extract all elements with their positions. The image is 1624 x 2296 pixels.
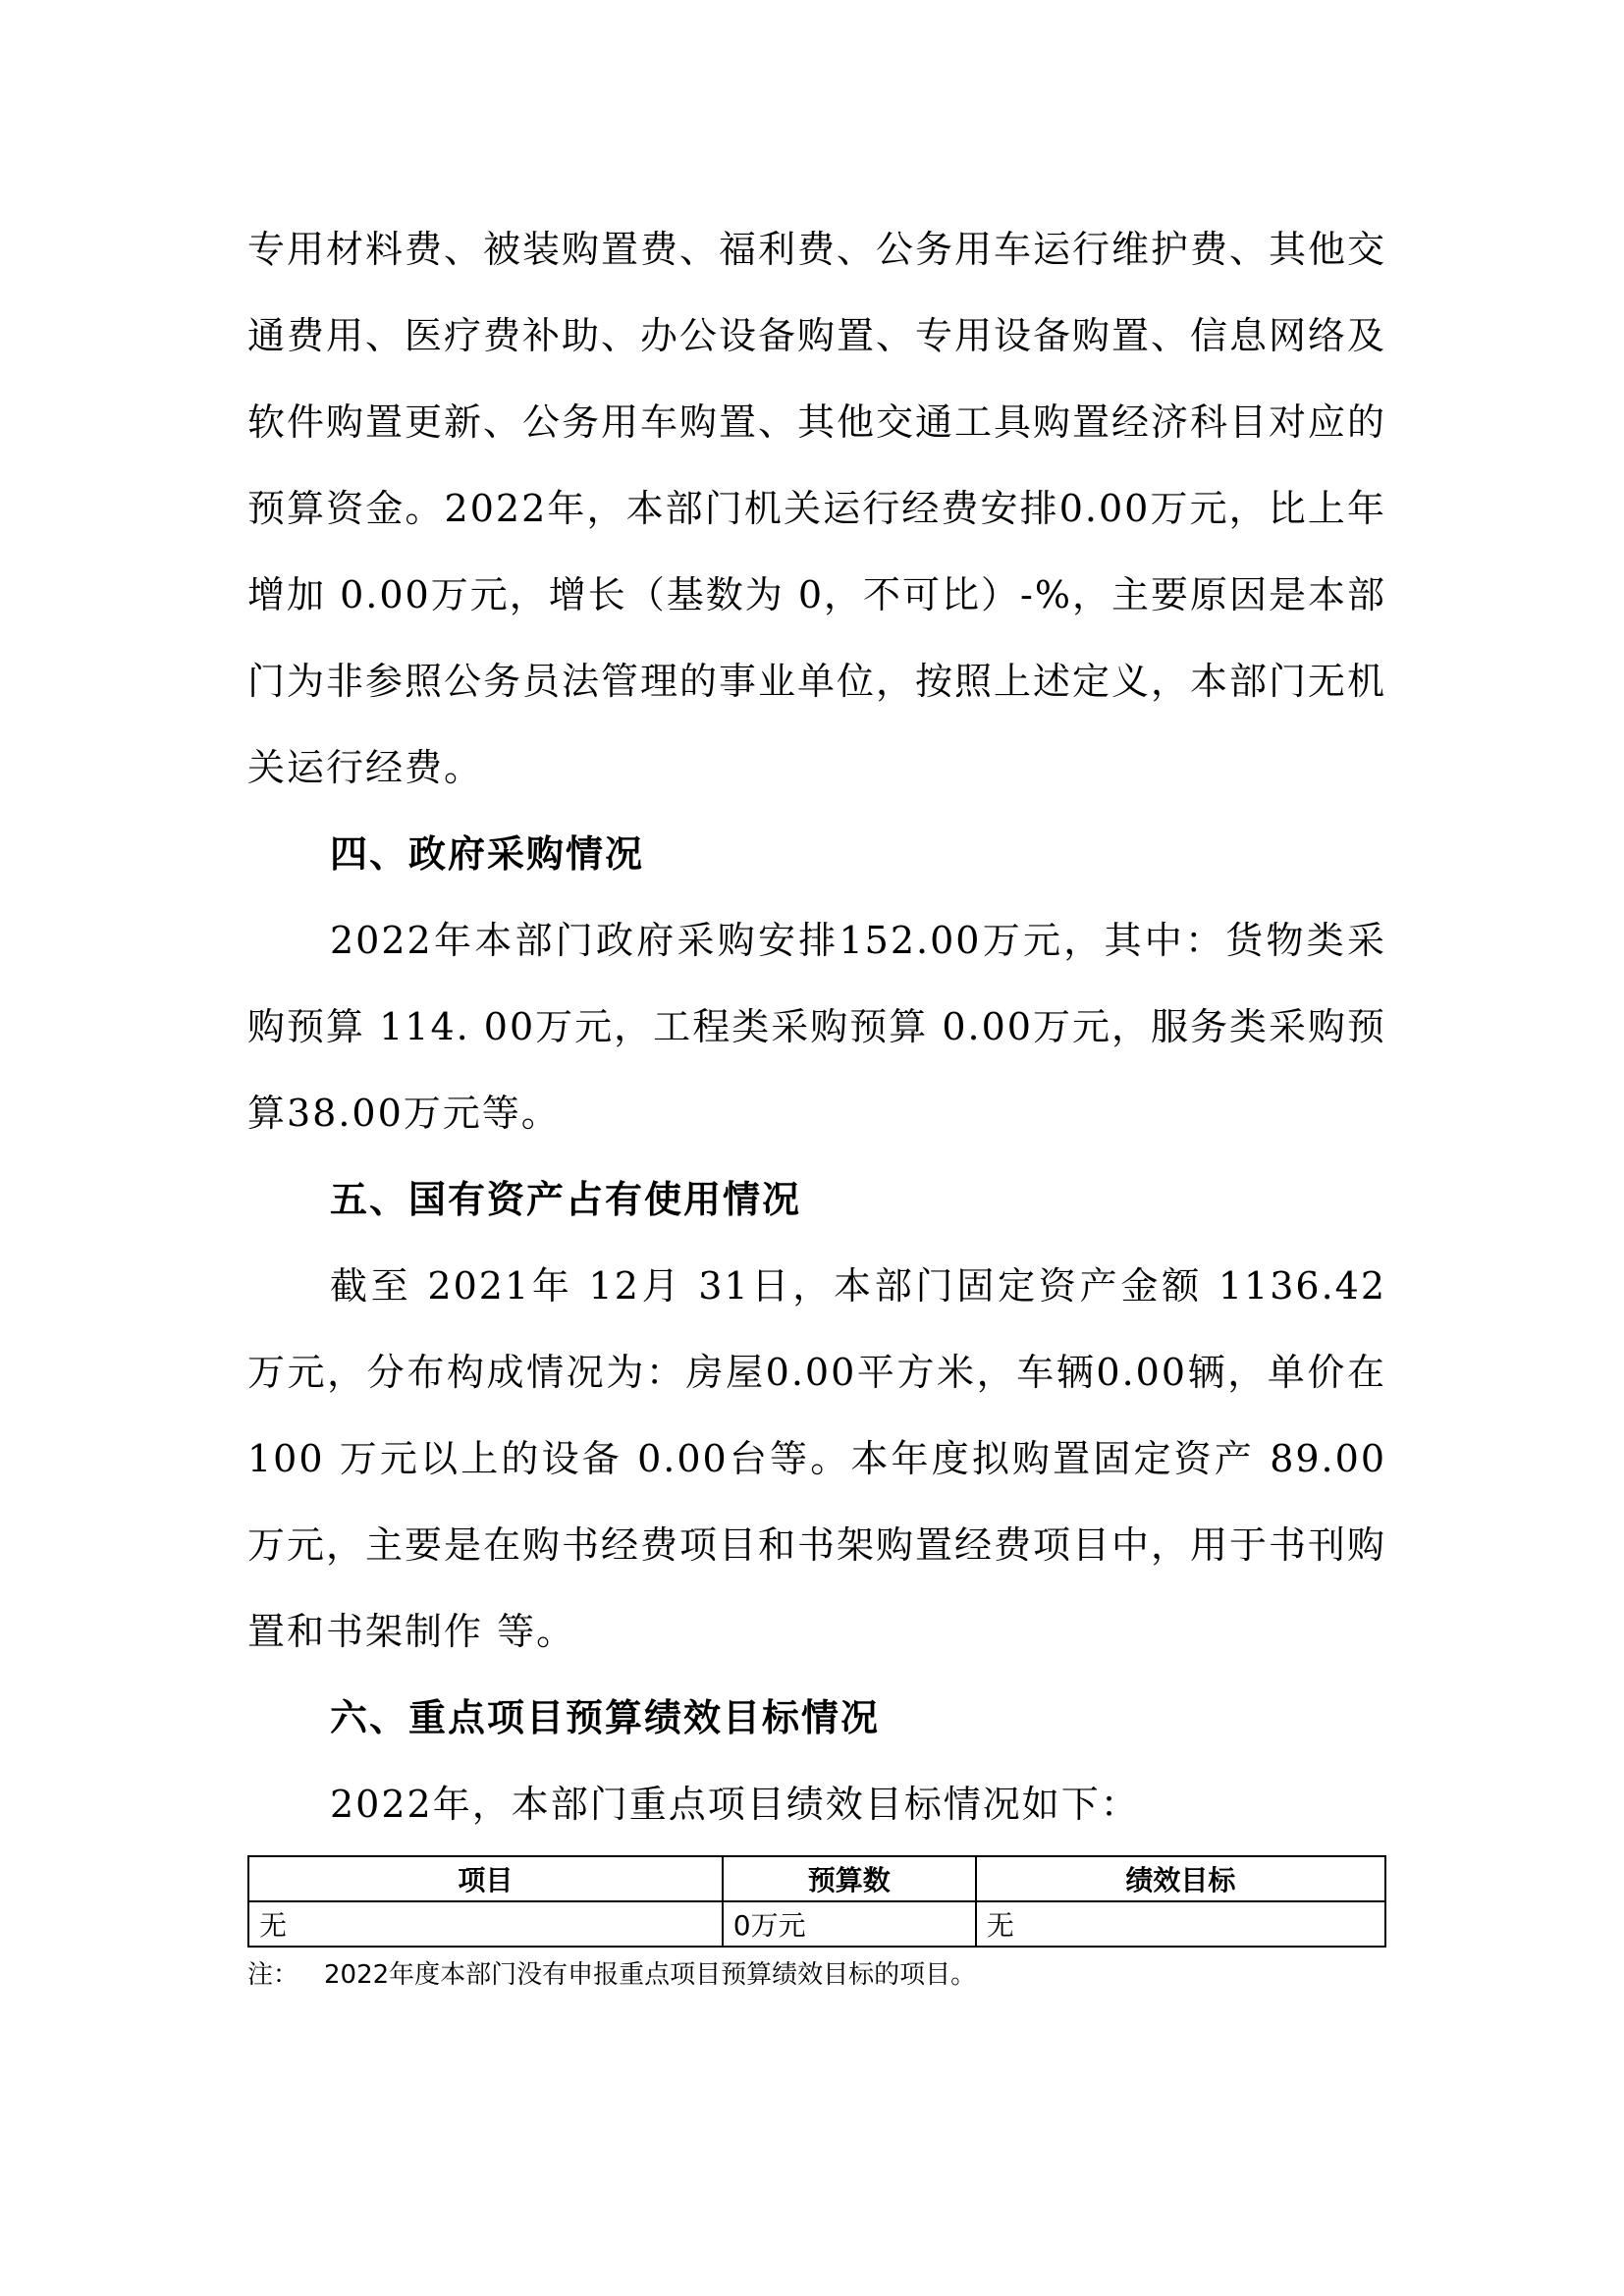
paragraph-performance-targets: 2022年，本部门重点项目绩效目标情况如下： <box>330 1783 1140 1826</box>
table-note <box>247 1953 1386 1997</box>
table-header-budget: 预算数 <box>723 1856 976 1901</box>
heading-government-procurement: 四、政府采购情况 <box>330 832 645 876</box>
note-label: 注： <box>247 1960 299 1990</box>
table-cell-project: 无 <box>248 1901 723 1947</box>
table-header-row <box>248 1856 1385 1901</box>
document-body <box>247 206 1386 1997</box>
table-header-target: 绩效目标 <box>976 1856 1385 1901</box>
table-cell-budget: 0万元 <box>723 1901 976 1947</box>
performance-table <box>247 1855 1386 1948</box>
paragraph-state-assets: 截至 2021年 12月 31日，本部门固定资产金额 1136.42万元，分布构成情况为：房屋0.00平方米，车辆0.00辆，单价在100 万元以上的设备 0.00台等。本年度拟购置固定资产 89.00万元，主要是在购书经费项目和书架购置经费项目中，用于书刊购置和书架制作 等。 <box>247 1264 1387 1653</box>
table-row <box>248 1901 1385 1947</box>
performance-table-container <box>247 1855 1386 1948</box>
table-header-project: 项目 <box>248 1856 723 1901</box>
heading-state-assets: 五、国有资产占有使用情况 <box>330 1178 802 1221</box>
paragraph-operating-expenses: 专用材料费、被装购置费、福利费、公务用车运行维护费、其他交通费用、医疗费补助、办公设备购置、专用设备购置、信息网络及软件购置更新、公务用车购置、其他交通工具购置经济科目对应的预算资金。2022年，本部门机关运行经费安排0.00万元，比上年增加 0.00万元，增长（基数为 0，不可比）-%，主要原因是本部门为非参照公务员法管理的事业单位，按照上述定义，本部门无机关运行经费。 <box>247 228 1387 789</box>
heading-performance-targets: 六、重点项目预算绩效目标情况 <box>330 1696 881 1739</box>
paragraph-government-procurement: 2022年本部门政府采购安排152.00万元，其中：货物类采购预算 114. 00万元，工程类采购预算 0.00万元，服务类采购预算38.00万元等。 <box>247 919 1386 1135</box>
table-cell-target: 无 <box>976 1901 1385 1947</box>
note-text: 2022年度本部门没有申报重点项目预算绩效目标的项目。 <box>324 1960 977 1990</box>
